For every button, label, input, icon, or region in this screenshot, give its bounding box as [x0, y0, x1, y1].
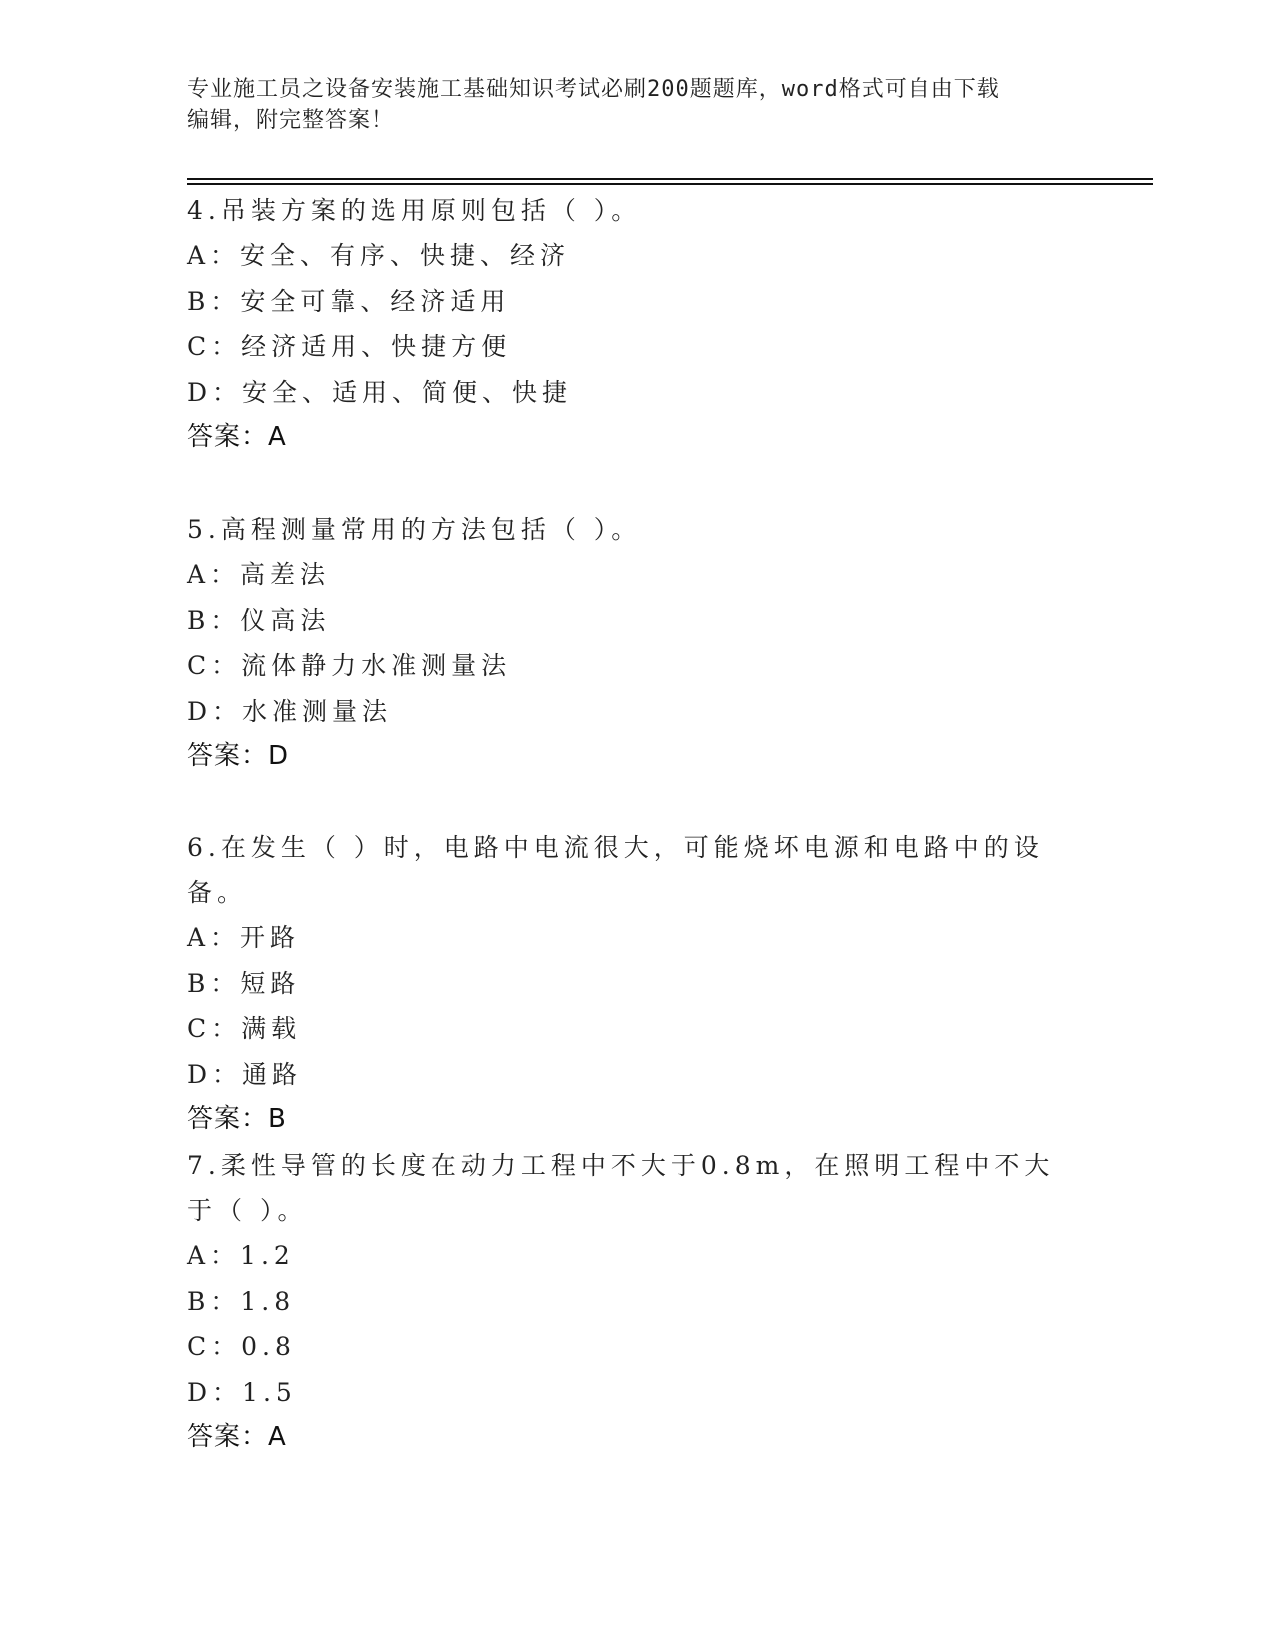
answer: 答案：B	[187, 1104, 287, 1134]
option-c: C：流体静力水准测量法	[187, 651, 512, 680]
option-d: D：1.5	[187, 1377, 297, 1407]
option-b: B：安全可靠、经济适用	[187, 286, 511, 316]
question-stem: 5.高程测量常用的方法包括（ ）。	[187, 515, 642, 544]
header-divider-top	[187, 178, 1153, 180]
header-divider-bottom	[187, 183, 1153, 185]
question-4	[187, 188, 1067, 460]
header-line-2: 编辑，附完整答案！	[187, 108, 395, 133]
question-stem: 7.柔性导管的长度在动力工程中不大于0.8m，在照明工程中不大于（ ）。	[187, 1151, 1055, 1225]
option-c: C：0.8	[187, 1332, 296, 1361]
document-header	[187, 74, 1067, 136]
option-c: C：经济适用、快捷方便	[187, 332, 512, 361]
option-d: D：安全、适用、简便、快捷	[187, 377, 573, 407]
question-6	[187, 825, 1067, 1142]
question-5	[187, 507, 1067, 779]
question-7	[187, 1143, 1067, 1460]
option-b: B：仪高法	[187, 605, 331, 635]
option-b: B：1.8	[187, 1286, 296, 1316]
answer: 答案：A	[187, 422, 287, 452]
option-a: A：开路	[187, 923, 301, 952]
option-a: A：高差法	[187, 560, 331, 589]
option-b: B：短路	[187, 968, 301, 998]
question-stem: 6.在发生（ ）时，电路中电流很大，可能烧坏电源和电路中的设备。	[187, 833, 1044, 907]
option-a: A：安全、有序、快捷、经济	[187, 241, 571, 270]
question-stem: 4.吊装方案的选用原则包括（ ）。	[187, 196, 642, 225]
answer: 答案：D	[187, 741, 290, 771]
option-d: D：通路	[187, 1059, 303, 1089]
option-c: C：满载	[187, 1014, 302, 1043]
header-line-1: 专业施工员之设备安装施工基础知识考试必刷200题题库，word格式可自由下载	[187, 77, 1000, 102]
option-d: D：水准测量法	[187, 696, 393, 726]
option-a: A：1.2	[187, 1241, 295, 1270]
answer: 答案：A	[187, 1422, 287, 1452]
